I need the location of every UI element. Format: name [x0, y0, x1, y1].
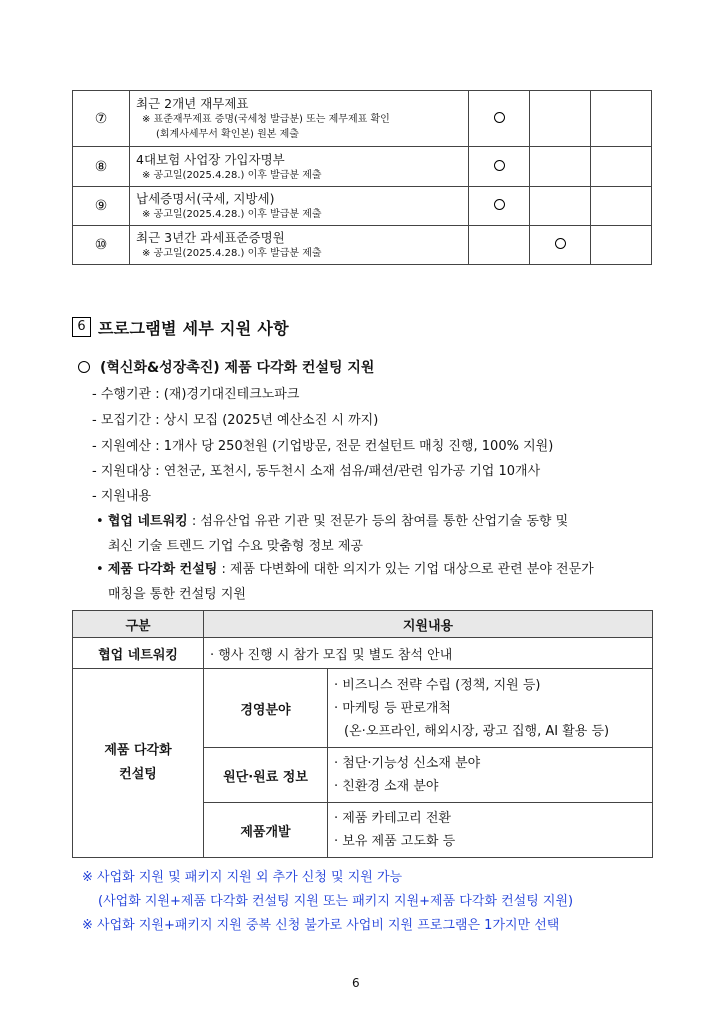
list-item: · 친환경 소재 분야 — [334, 779, 439, 794]
document-note: ※ 공고일(2025.4.28.) 이후 발급분 제출 — [142, 169, 322, 181]
table-row — [73, 638, 653, 669]
bullet-text: : 섬유산업 유관 기관 및 전문가 등의 참여를 통한 산업기술 동향 및 — [187, 514, 569, 529]
program-line-target: - 지원대상 : 연천군, 포천시, 동두천시 소재 섬유/패션/관련 임가공 기업 10개사 — [92, 464, 541, 479]
bullet-continuation: 매칭을 통한 컨설팅 지원 — [108, 587, 246, 602]
document-title: 납세증명서(국세, 지방세) — [136, 191, 275, 206]
bullet-bold: 협업 네트워킹 — [107, 514, 188, 529]
circle-mark-icon — [494, 160, 505, 171]
document-title: 4대보험 사업장 가입자명부 — [136, 151, 285, 167]
list-item: · 보유 제품 고도화 등 — [334, 834, 456, 849]
document-note: ※ 공고일(2025.4.28.) 이후 발급분 제출 — [142, 209, 322, 220]
document-description — [130, 226, 469, 265]
mark-cell — [469, 187, 530, 226]
program-line-agency: - 수행기관 : (재)경기대진테크노파크 — [92, 387, 300, 402]
category-consulting-line1: 제품 다각화 — [104, 743, 172, 758]
table-row — [73, 147, 652, 187]
document-note: ※ 표준재무제표 증명(국세청 발급분) 또는 제무제표 확인 — [142, 114, 390, 125]
bullet-networking — [96, 510, 568, 529]
program-title — [78, 357, 374, 377]
category-consulting — [73, 669, 204, 858]
document-description — [130, 147, 469, 187]
subcategory-materials: 원단·원료 정보 — [204, 748, 328, 803]
page-number: 6 — [352, 976, 360, 990]
mark-cell — [530, 226, 591, 265]
list-item: · 비즈니스 전략 수립 (정책, 지원 등) — [334, 677, 541, 693]
table-header-row — [73, 611, 653, 638]
document-title: 최근 3년간 과세표준증명원 — [136, 230, 285, 245]
list-item: (온·오프라인, 해외시장, 광고 집행, AI 활용 등) — [344, 723, 610, 739]
document-note: ※ 공고일(2025.4.28.) 이후 발급분 제출 — [142, 248, 322, 259]
subcategory-product-dev: 제품개발 — [204, 803, 328, 858]
product-dev-items — [328, 803, 653, 858]
row-number: ⑧ — [73, 147, 130, 187]
table-row — [73, 226, 652, 265]
bullet-dot-icon: • — [96, 514, 104, 529]
document-description — [130, 187, 469, 226]
table-row — [73, 187, 652, 226]
documents-table — [72, 90, 652, 265]
program-line-content: - 지원내용 — [92, 489, 152, 504]
section-title: 프로그램별 세부 지원 사항 — [98, 319, 289, 338]
bullet-dot-icon: • — [96, 562, 104, 577]
document-description — [130, 91, 469, 147]
table-row — [73, 91, 652, 147]
circle-mark-icon — [494, 199, 505, 210]
circle-mark-icon — [555, 238, 566, 249]
program-table — [72, 610, 653, 858]
mark-cell — [469, 91, 530, 147]
mark-cell — [469, 226, 530, 265]
program-line-budget: - 지원예산 : 1개사 당 250천원 (기업방문, 전문 컨설턴트 매칭 진행, 100% 지원) — [92, 439, 554, 454]
bullet-bold: 제품 다각화 컨설팅 — [107, 562, 218, 577]
mark-cell — [530, 147, 591, 187]
row-number: ⑩ — [73, 226, 130, 265]
section-number-box: 6 — [72, 317, 91, 337]
table-row — [73, 669, 653, 748]
row-number: ⑦ — [73, 91, 130, 147]
category-networking: 협업 네트워킹 — [73, 638, 204, 669]
circle-bullet-icon — [78, 361, 90, 373]
bullet-text: : 제품 다변화에 대한 의지가 있는 기업 대상으로 관련 분야 전문가 — [217, 562, 594, 577]
note-additional-application: ※ 사업화 지원 및 패키지 지원 외 추가 신청 및 지원 가능 — [82, 870, 403, 885]
management-items — [328, 669, 653, 748]
mark-cell — [591, 187, 652, 226]
subcategory-management: 경영분야 — [204, 669, 328, 748]
mark-cell — [591, 91, 652, 147]
note-no-duplicate: ※ 사업화 지원+패키지 지원 중복 신청 불가로 사업비 지원 프로그램은 1가지만 선택 — [82, 918, 560, 933]
program-title-text: (혁신화&성장촉진) 제품 다각화 컨설팅 지원 — [100, 360, 375, 376]
circle-mark-icon — [494, 112, 505, 123]
mark-cell — [530, 187, 591, 226]
mark-cell — [530, 91, 591, 147]
materials-items — [328, 748, 653, 803]
list-item: · 마케팅 등 판로개척 — [334, 700, 451, 716]
header-category: 구분 — [73, 611, 204, 638]
list-item: · 제품 카테고리 전환 — [334, 811, 451, 826]
document-note: (회계사세무서 확인본) 원본 제출 — [156, 129, 299, 140]
bullet-consulting — [96, 558, 594, 577]
bullet-continuation: 최신 기술 트렌드 기업 수요 맞춤형 정보 제공 — [108, 539, 363, 554]
networking-content: · 행사 진행 시 참가 모집 및 별도 참석 안내 — [204, 638, 653, 669]
mark-cell — [591, 147, 652, 187]
category-consulting-line2: 컨설팅 — [119, 767, 157, 782]
document-title: 최근 2개년 재무제표 — [136, 96, 249, 111]
mark-cell — [469, 147, 530, 187]
program-line-period: - 모집기간 : 상시 모집 (2025년 예산소진 시 까지) — [92, 413, 379, 428]
note-combination-example: (사업화 지원+제품 다각화 컨설팅 지원 또는 패키지 지원+제품 다각화 컨설팅 지원) — [98, 894, 574, 909]
mark-cell — [591, 226, 652, 265]
row-number: ⑨ — [73, 187, 130, 226]
header-content: 지원내용 — [204, 611, 653, 638]
list-item: · 첨단·기능성 신소재 분야 — [334, 756, 481, 771]
